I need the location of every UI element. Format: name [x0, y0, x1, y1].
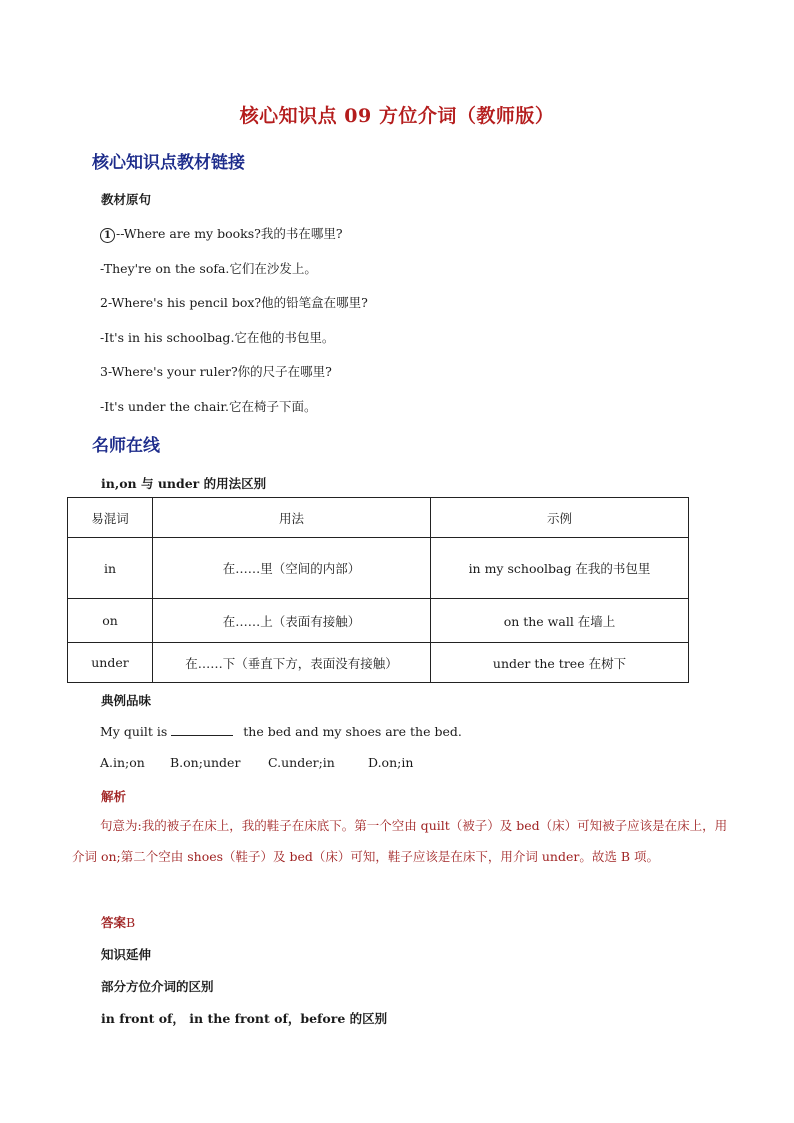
table-row	[68, 538, 689, 599]
table-header-cell: 易混词	[68, 498, 153, 538]
answer-blank	[171, 723, 233, 736]
circled-number-icon: 1	[100, 228, 115, 243]
document-title: 核心知识点 09 方位介词（教师版）	[239, 105, 555, 127]
table-cell: 在……下（垂直下方，表面没有接触）	[153, 643, 431, 683]
table-cell: 在……上（表面有接触）	[153, 599, 431, 643]
analysis-text: 句意为:我的被子在床上，我的鞋子在床底下。第一个空由 quilt（被子）及 bed（床）可知被子应该是在床上，用介词 on;第二个空由 shoes（鞋子）及 bed（床）可知，鞋子应该是在床下，用介词 under。故选 B 项。	[72, 818, 728, 864]
textbook-line-5: 3-Where's your ruler?你的尺子在哪里?	[100, 364, 332, 379]
example-question: My quilt is the bed and my shoes are the bed.	[100, 724, 462, 739]
table-header-row	[68, 498, 689, 538]
table-cell: under the tree 在树下	[431, 643, 689, 683]
example-options	[100, 755, 413, 770]
textbook-line-6: -It's under the chair.它在椅子下面。	[100, 399, 317, 414]
textbook-line-3: 2-Where's his pencil box?他的铅笔盒在哪里?	[100, 295, 368, 310]
table-header-cell: 示例	[431, 498, 689, 538]
extension-sub-title: in front of， in the front of，before 的区别	[101, 1011, 388, 1026]
section-heading-textbook: 核心知识点教材链接	[92, 153, 245, 173]
example-label: 典例品味	[101, 693, 152, 708]
option-c: C.under;in	[268, 755, 335, 770]
extension-sub-label: 部分方位介词的区别	[101, 979, 214, 994]
option-a: A.in;on	[100, 755, 145, 770]
section-heading-teacher: 名师在线	[92, 436, 160, 456]
answer-value: B	[126, 915, 136, 930]
table-cell: on the wall 在墙上	[431, 599, 689, 643]
table-cell: in	[68, 538, 153, 599]
textbook-line-2: -They're on the sofa.它们在沙发上。	[100, 261, 317, 276]
table-cell: on	[68, 599, 153, 643]
option-b: B.on;under	[170, 755, 241, 770]
textbook-line-4: -It's in his schoolbag.它在他的书包里。	[100, 330, 335, 345]
usage-table	[67, 497, 689, 683]
extension-label: 知识延伸	[101, 947, 152, 962]
table-row	[68, 599, 689, 643]
table-caption: in,on 与 under 的用法区别	[101, 476, 267, 491]
analysis-label: 解析	[101, 789, 127, 804]
textbook-line-1: 1 --Where are my books?我的书在哪里?	[100, 224, 343, 243]
table-cell: in my schoolbag 在我的书包里	[431, 538, 689, 599]
option-d: D.on;in	[368, 755, 414, 770]
table-row	[68, 643, 689, 683]
table-cell: 在……里（空间的内部）	[153, 538, 431, 599]
table-header-cell: 用法	[153, 498, 431, 538]
answer-line: 答案B	[101, 915, 136, 930]
table-cell: under	[68, 643, 153, 683]
textbook-sentences-label: 教材原句	[101, 192, 152, 207]
